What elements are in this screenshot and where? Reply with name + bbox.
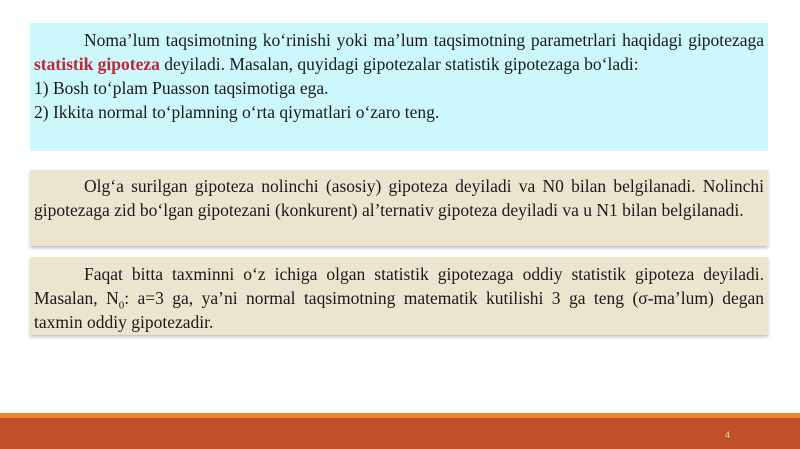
highlighted-term: statistik gipoteza — [34, 54, 160, 74]
simple-hypothesis-paragraph — [34, 262, 764, 334]
footer-band — [0, 418, 800, 449]
null-hypothesis-paragraph: Olg‘a surilgan gipoteza nolinchi (asosiy) gipoteza deyiladi va N0 bilan belgilanadi. Nolinchi gipotezaga zid bo‘lgan gipotezani (konkurent) al’ternativ gipoteza deyiladi va u N1 bilan belgilanadi. — [34, 176, 764, 220]
definition-box — [30, 23, 768, 151]
example-item-2: 2) Ikkita normal to‘plamning o‘rta qiymatlari o‘zaro teng. — [34, 102, 440, 122]
simple-hypothesis-text-start: Faqat bitta taxminni o‘z ichiga olgan statistik gipotezaga oddiy statistik gipoteza deyiladi. Masalan, N — [34, 264, 764, 308]
simple-hypothesis-text-end: : a=3 ga, ya’ni normal taqsimotning matematik kutilishi 3 ga teng (σ-ma’lum) degan taxmin oddiy gipotezadir. — [34, 288, 764, 332]
definition-text-end: deyiladi. Masalan, quyidagi gipotezalar statistik gipotezaga bo‘ladi: — [159, 54, 639, 74]
definition-paragraph — [34, 28, 764, 76]
null-hypothesis-box — [30, 170, 768, 246]
example-item-1: 1) Bosh to‘plam Puasson taqsimotiga ega. — [34, 78, 329, 98]
definition-text-start: Noma’lum taqsimotning ko‘rinishi yoki ma’lum taqsimotning parametrlari haqidagi gipotezaga — [84, 30, 764, 50]
page-number: 4 — [724, 430, 730, 440]
simple-hypothesis-box — [30, 257, 768, 335]
subscript-zero: 0 — [118, 299, 125, 312]
